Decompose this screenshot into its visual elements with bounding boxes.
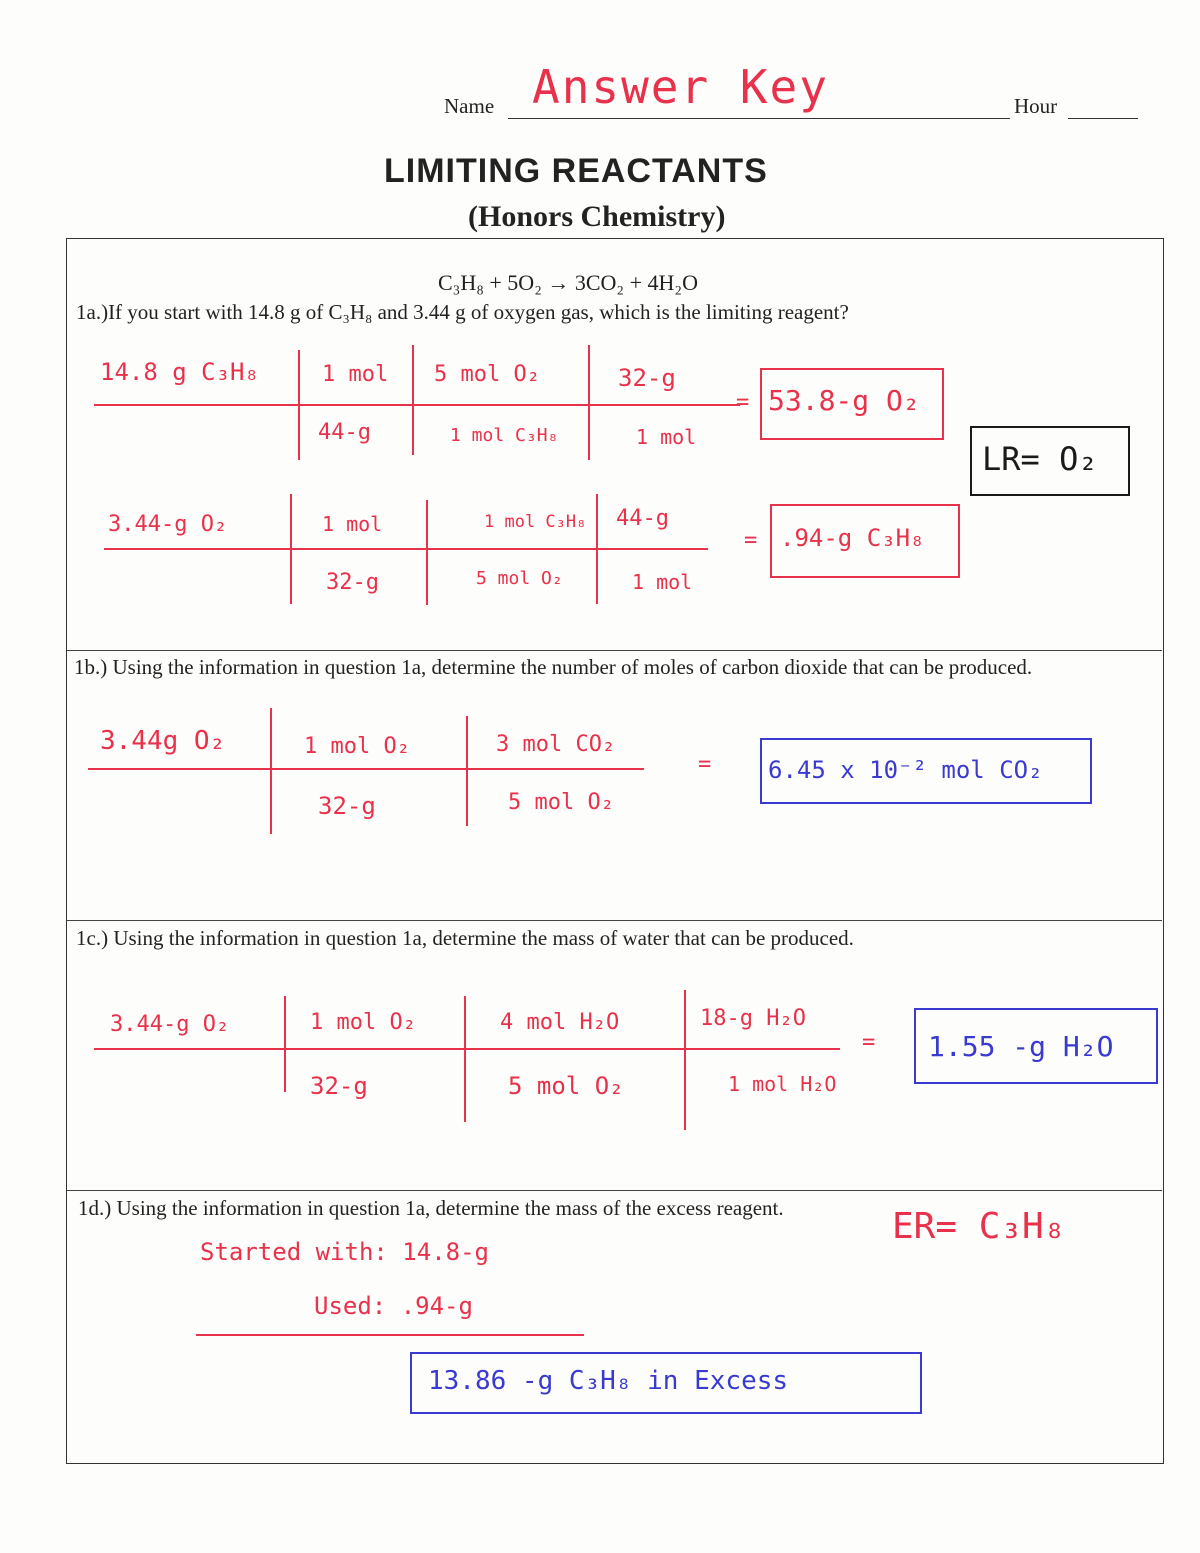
chemical-equation: C₃H₈ + 5O₂ → 3CO₂ + 4H₂O [438, 270, 698, 295]
hour-underline [1068, 118, 1138, 119]
calc3-divider-2 [466, 716, 468, 826]
section-divider-1d [67, 1190, 1162, 1191]
calc1-answer: 53.8-g O₂ [768, 384, 920, 417]
question-1b: 1b.) Using the information in question 1a, determine the number of moles of carbon dioxide that can be produced. [74, 655, 1033, 679]
calc2-bottom-3: 1 mol [632, 570, 693, 594]
page-subtitle: (Honors Chemistry) [468, 200, 726, 233]
name-underline [508, 118, 1010, 119]
calc1-start: 14.8 g C₃H₈ [100, 358, 259, 386]
page-title: LIMITING REACTANTS [384, 152, 768, 190]
question-1c: 1c.) Using the information in question 1a, determine the mass of water that can be produced. [76, 926, 854, 950]
calc1-equals: = [736, 390, 750, 415]
calc4-bottom-1: 32-g [310, 1072, 368, 1100]
calc1-top-1: 1 mol [322, 362, 389, 387]
calc4-bottom-3: 1 mol H₂O [728, 1072, 837, 1096]
calc3-top-1: 1 mol O₂ [304, 734, 410, 759]
question-1d: 1d.) Using the information in question 1a, determine the mass of the excess reagent. [78, 1196, 784, 1220]
calc2-divider-1 [290, 494, 292, 604]
calc1-fraction-line [94, 404, 740, 406]
calc3-divider-1 [270, 708, 272, 834]
calc1-divider-2 [412, 345, 414, 455]
calc4-top-1: 1 mol O₂ [310, 1010, 416, 1035]
name-label: Name [444, 94, 495, 118]
calc4-top-3: 18-g H₂O [700, 1006, 806, 1031]
calc1-bottom-3: 1 mol [636, 425, 697, 449]
calc1-bottom-2: 1 mol C₃H₈ [450, 425, 559, 446]
calc4-divider-2 [464, 996, 466, 1122]
calc3-start: 3.44g O₂ [100, 726, 226, 756]
calc4-bottom-2: 5 mol O₂ [508, 1072, 624, 1100]
question-1a: 1a.)If you start with 14.8 g of C₃H₈ and 3.44 g of oxygen gas, which is the limiting reagent? [76, 300, 849, 324]
section-divider-1b [67, 650, 1162, 651]
calc2-top-2: 1 mol C₃H₈ [484, 512, 587, 532]
calc2-top-1: 1 mol [322, 512, 383, 536]
calc2-bottom-1: 32-g [326, 570, 379, 595]
calc4-divider-3 [684, 990, 686, 1130]
calc2-bottom-2: 5 mol O₂ [476, 568, 563, 589]
calc4-equals: = [862, 1030, 876, 1055]
subtraction-line [196, 1334, 584, 1336]
calc1-top-2: 5 mol O₂ [434, 362, 540, 387]
calc3-fraction-line [88, 768, 644, 770]
worksheet-frame [66, 238, 1164, 1464]
calc4-divider-1 [284, 996, 286, 1092]
calc2-top-3: 44-g [616, 506, 669, 531]
section-divider-1c [67, 920, 1162, 921]
calc3-top-2: 3 mol CO₂ [496, 732, 616, 757]
calc2-equals: = [744, 528, 758, 553]
calc2-answer: .94-g C₃H₈ [780, 524, 925, 552]
calc1-bottom-1: 44-g [318, 420, 371, 445]
calc2-divider-2 [426, 500, 428, 605]
calc4-top-2: 4 mol H₂O [500, 1010, 620, 1035]
name-value: Answer Key [532, 60, 829, 114]
calc3-answer: 6.45 x 10⁻² mol CO₂ [768, 756, 1043, 784]
excess-answer: 13.86 -g C₃H₈ in Excess [428, 1366, 789, 1396]
calc2-start: 3.44-g O₂ [108, 512, 228, 537]
calc3-bottom-1: 32-g [318, 792, 376, 820]
lr-conclusion: LR= O₂ [982, 440, 1098, 478]
calc2-divider-3 [596, 494, 598, 604]
hour-label: Hour [1014, 94, 1058, 118]
calc2-fraction-line [104, 548, 708, 550]
started-with-line: Started with: 14.8-g [200, 1238, 489, 1266]
calc1-divider-3 [588, 345, 590, 460]
calc3-bottom-2: 5 mol O₂ [508, 790, 614, 815]
calc4-answer: 1.55 -g H₂O [928, 1030, 1114, 1063]
calc4-start: 3.44-g O₂ [110, 1012, 230, 1037]
calc3-equals: = [698, 752, 712, 777]
calc4-fraction-line [94, 1048, 840, 1050]
calc1-top-3: 32-g [618, 364, 676, 392]
calc1-divider-1 [298, 350, 300, 460]
used-line: Used: .94-g [314, 1292, 473, 1320]
excess-reagent-label: ER= C₃H₈ [892, 1206, 1066, 1247]
